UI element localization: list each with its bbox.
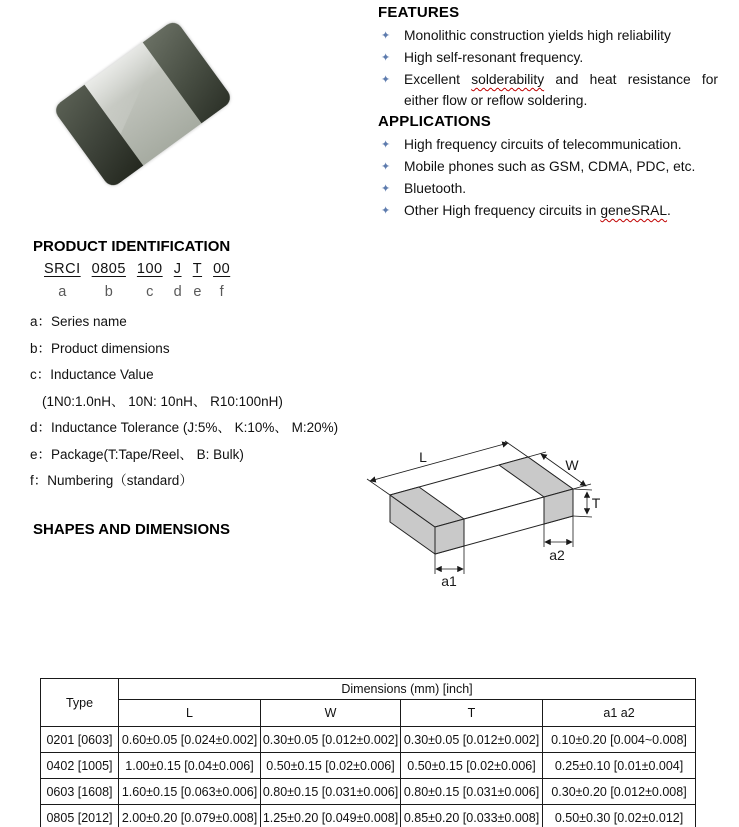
chip-body (52, 19, 234, 189)
legend-line: d：Inductance Tolerance (J:5%、 K:10%、 M:20%) (30, 420, 339, 435)
cell-a1a2: 0.50±0.30 [0.02±0.012] (543, 805, 696, 827)
part-number-breakdown (44, 261, 230, 300)
extension-line (573, 484, 591, 489)
application-text: High frequency circuits of telecommunication. (404, 137, 682, 152)
features-list (378, 26, 718, 111)
dim-label-W: W (565, 457, 579, 473)
table-subheader-row (41, 700, 696, 727)
feature-item (378, 26, 718, 47)
application-text: Other High frequency circuits in (404, 203, 601, 218)
cell-t: 0.30±0.05 [0.012±0.002] (401, 727, 543, 753)
features-heading: FEATURES (378, 4, 460, 21)
cell-t: 0.50±0.15 [0.02±0.006] (401, 753, 543, 779)
legend-line: c：Inductance Value (30, 367, 154, 382)
legend-line: b：Product dimensions (30, 340, 170, 356)
legend-line: f：Numbering（standard） (30, 473, 193, 488)
part-code: SRCI (44, 261, 81, 277)
table-header-row (41, 679, 696, 700)
cell-l: 2.00±0.20 [0.079±0.008] (119, 805, 261, 827)
part-field (174, 261, 182, 300)
cell-a1a2: 0.25±0.10 [0.01±0.004] (543, 753, 696, 779)
extension-line (505, 441, 528, 457)
application-item (378, 201, 718, 222)
column-header: W (261, 700, 401, 727)
cell-w: 0.50±0.15 [0.02±0.006] (261, 753, 401, 779)
table-row (41, 727, 696, 753)
feature-item (378, 70, 718, 111)
part-letter: c (146, 284, 154, 300)
dimensions-table (40, 678, 696, 827)
cell-a1a2: 0.30±0.20 [0.012±0.008] (543, 779, 696, 805)
cell-w: 0.30±0.05 [0.012±0.002] (261, 727, 401, 753)
part-code: T (192, 261, 203, 277)
part-letter: d (173, 284, 182, 300)
cell-w: 0.80±0.15 [0.031±0.006] (261, 779, 401, 805)
misspelled-word: geneSRAL (600, 203, 668, 218)
application-text: . (667, 203, 671, 218)
part-letter: e (193, 284, 202, 300)
part-field (92, 261, 126, 300)
extension-line (528, 452, 546, 457)
feature-text: and heat resistance for either flow or reflow soldering. (404, 72, 718, 108)
chip-dimension-diagram (365, 428, 665, 598)
cell-type: 0805 [2012] (41, 805, 119, 827)
cell-a1a2: 0.10±0.20 [0.004~0.008] (543, 727, 696, 753)
extension-line (573, 489, 592, 490)
cell-w: 1.25±0.20 [0.049±0.008] (261, 805, 401, 827)
features-applications-column (378, 4, 718, 224)
cell-l: 1.60±0.15 [0.063±0.006] (119, 779, 261, 805)
part-field (193, 261, 202, 300)
cell-l: 1.00±0.15 [0.04±0.006] (119, 753, 261, 779)
feature-text: Monolithic construction yields high reliability (404, 28, 671, 43)
part-code: 00 (213, 261, 231, 277)
applications-list (378, 135, 718, 222)
dim-label-T: T (591, 495, 601, 511)
application-text: Mobile phones such as GSM, CDMA, PDC, etc. (404, 159, 696, 174)
legend-line: a：Series name (30, 314, 127, 329)
feature-item (378, 48, 718, 69)
application-item (378, 179, 718, 200)
part-number-legend (30, 309, 338, 495)
part-letter: f (219, 284, 224, 300)
part-letter: a (58, 284, 67, 300)
cell-type: 0402 [1005] (41, 753, 119, 779)
feature-text: High self-resonant frequency. (404, 50, 584, 65)
part-code: 100 (136, 261, 163, 277)
column-header: T (401, 700, 543, 727)
legend-note: (1N0:1.0nH、 10N: 10nH、 R10:100nH) (42, 393, 283, 409)
part-letter: b (104, 284, 113, 300)
extension-line (367, 479, 390, 495)
applications-heading: APPLICATIONS (378, 113, 491, 130)
cell-type: 0201 [0603] (41, 727, 119, 753)
part-code: J (173, 261, 182, 277)
column-header: a1 a2 (543, 700, 696, 727)
application-text: Bluetooth. (404, 181, 467, 196)
table-row (41, 805, 696, 827)
cell-t: 0.85±0.20 [0.033±0.008] (401, 805, 543, 827)
dimensions-span-header: Dimensions (mm) [inch] (119, 679, 696, 700)
application-item (378, 135, 718, 156)
extension-line (573, 516, 592, 517)
column-header: L (119, 700, 261, 727)
part-field (44, 261, 81, 300)
misspelled-word: solderability (471, 72, 545, 87)
part-field (137, 261, 163, 300)
shapes-dimensions-heading: SHAPES AND DIMENSIONS (33, 521, 230, 538)
table-row (41, 753, 696, 779)
chip-highlight (84, 42, 162, 112)
product-identification-heading: PRODUCT IDENTIFICATION (33, 238, 231, 255)
type-column-header: Type (41, 679, 119, 727)
cell-l: 0.60±0.05 [0.024±0.002] (119, 727, 261, 753)
cell-t: 0.80±0.15 [0.031±0.006] (401, 779, 543, 805)
part-code: 0805 (91, 261, 126, 277)
feature-text: Excellent (404, 72, 472, 87)
table-row (41, 779, 696, 805)
chip-product-photo (68, 38, 218, 170)
application-item (378, 157, 718, 178)
dim-label-L: L (419, 449, 427, 465)
legend-line: e：Package(T:Tape/Reel、 B: Bulk) (30, 446, 244, 462)
dim-label-a2: a2 (549, 547, 565, 563)
cell-type: 0603 [1608] (41, 779, 119, 805)
part-field (213, 261, 230, 300)
dim-label-a1: a1 (441, 573, 457, 589)
